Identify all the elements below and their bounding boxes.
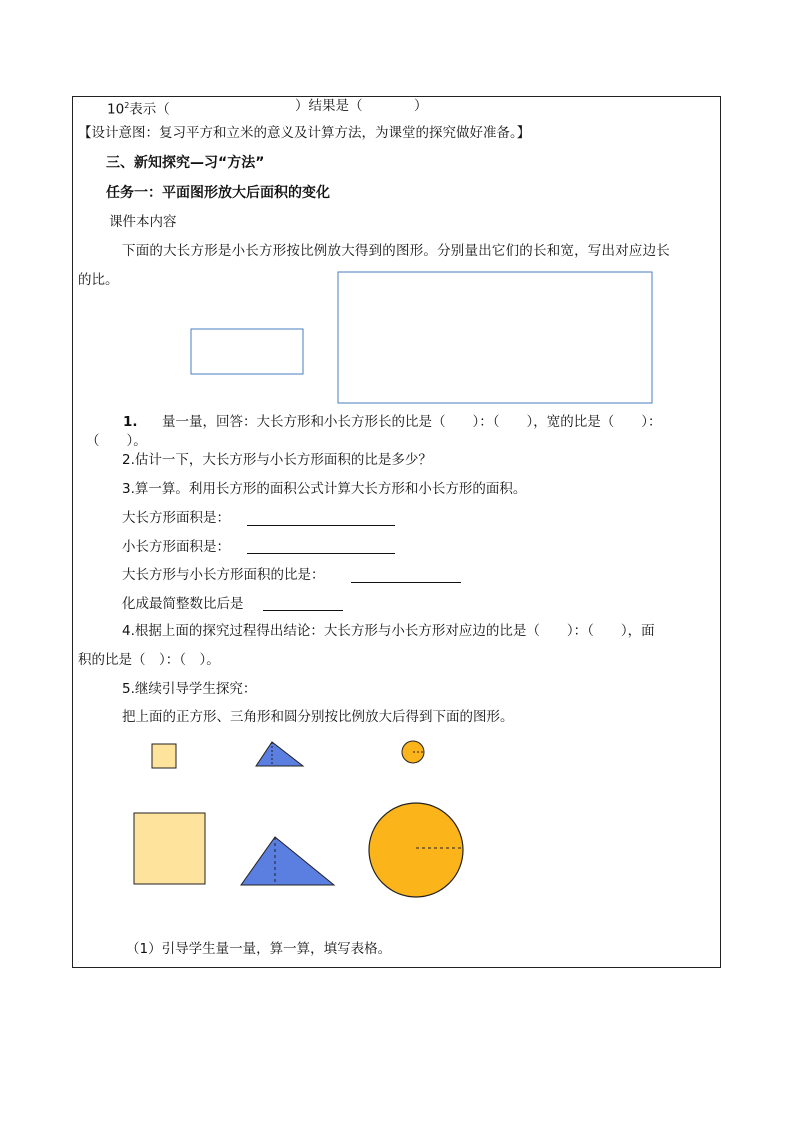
section-title: 三、新知探究—习“方法” — [106, 155, 265, 171]
area-ratio-label: 大长方形与小长方形面积的比是： — [122, 567, 325, 583]
q5-text: 5.继续引导学生探究： — [122, 681, 257, 697]
q2-text: 2.估计一下，大长方形与小长方形面积的比是多少？ — [122, 452, 432, 468]
big-area-blank[interactable] — [247, 525, 395, 526]
small-square — [152, 744, 176, 768]
power-text: 表示（ — [129, 101, 170, 118]
simplest-blank[interactable] — [263, 610, 343, 611]
rect-intro-line1: 下面的大长方形是小长方形按比例放大得到的图形。分别量出它们的长和宽，写出对应边长 — [122, 243, 670, 259]
small-area-label: 小长方形面积是： — [122, 539, 230, 555]
small-area-blank[interactable] — [247, 553, 395, 554]
large-rectangle — [338, 272, 652, 403]
power-close: ）结果是（ — [295, 98, 363, 114]
design-note: 【设计意图：复习平方和立米的意义及计算方法，为课堂的探究做好准备。】 — [78, 125, 531, 141]
small-rectangle — [191, 329, 303, 374]
shapes-intro: 把上面的正方形、三角形和圆分别按比例放大后得到下面的图形。 — [122, 709, 514, 725]
power-end: ） — [414, 98, 428, 114]
task-title: 任务一：平面图形放大后面积的变化 — [106, 185, 330, 201]
table-guide: （1）引导学生量一量，算一算，填写表格。 — [126, 941, 392, 957]
large-circle — [369, 803, 463, 897]
simplest-label: 化成最简整数比后是 — [122, 596, 244, 612]
courseware-text: 课件本内容 — [109, 214, 177, 230]
q1-text: 量一量，回答：大长方形和小长方形长的比是（ ）：（ ），宽的比是（ ）： — [162, 414, 662, 430]
large-triangle — [241, 837, 334, 885]
large-square — [134, 813, 205, 884]
power-exponent: 2 — [124, 101, 130, 110]
big-area-label: 大长方形面积是： — [122, 510, 230, 526]
q4-line2: 积的比是（ ）：（ ）。 — [78, 652, 220, 668]
small-triangle — [256, 742, 303, 766]
rect-intro-line2: 的比。 — [78, 272, 119, 288]
q3-text: 3.算一算。利用长方形的面积公式计算大长方形和小长方形的面积。 — [122, 481, 527, 497]
area-ratio-blank[interactable] — [351, 582, 461, 583]
q1-line2: （ ）。 — [86, 433, 147, 449]
q4-line1: 4.根据上面的探究过程得出结论：大长方形与小长方形对应边的比是（ ）：（ ），面 — [122, 623, 655, 639]
q1-number: 1. — [123, 414, 138, 430]
power-base: 10 — [107, 101, 125, 118]
